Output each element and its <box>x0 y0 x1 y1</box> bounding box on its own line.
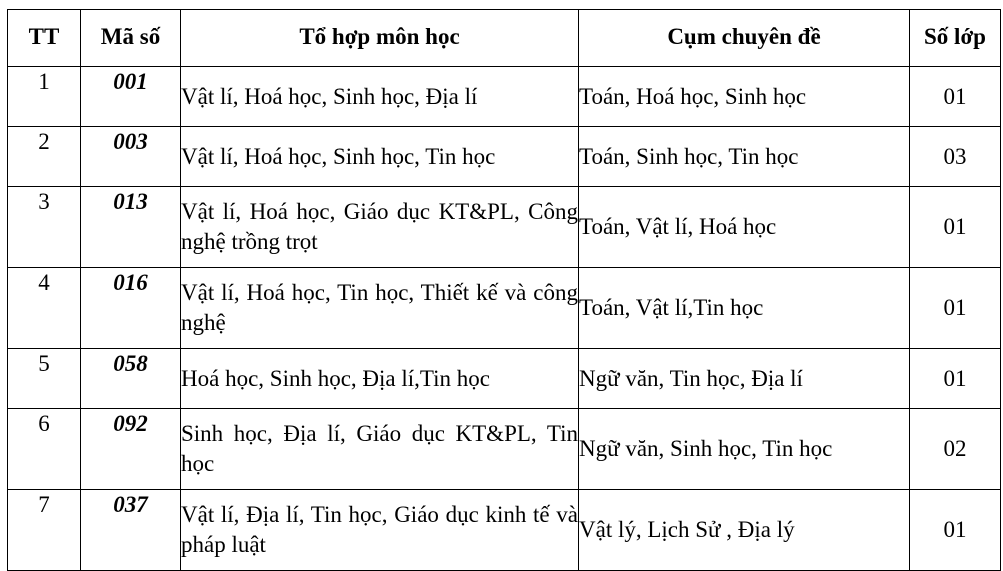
cell-classes: 03 <box>910 127 1001 187</box>
cell-tt: 6 <box>8 409 81 490</box>
header-cluster: Cụm chuyên đề <box>579 10 910 67</box>
cell-classes: 02 <box>910 409 1001 490</box>
subject-combination-table <box>7 9 1001 571</box>
cell-tt: 4 <box>8 268 81 349</box>
cell-cluster: Ngữ văn, Tin học, Địa lí <box>579 349 910 409</box>
cell-code: 013 <box>81 187 181 268</box>
table-row <box>8 127 1001 187</box>
header-combination: Tổ hợp môn học <box>181 10 579 67</box>
table-row <box>8 490 1001 571</box>
cell-cluster: Ngữ văn, Sinh học, Tin học <box>579 409 910 490</box>
cell-code: 092 <box>81 409 181 490</box>
cell-code: 001 <box>81 67 181 127</box>
cell-classes: 01 <box>910 268 1001 349</box>
cell-tt: 3 <box>8 187 81 268</box>
table-row <box>8 409 1001 490</box>
cell-combination: Vật lí, Hoá học, Giáo dục KT&PL, Công nghệ trồng trọt <box>181 187 579 268</box>
table-row <box>8 67 1001 127</box>
cell-cluster: Vật lý, Lịch Sử , Địa lý <box>579 490 910 571</box>
table-header-row <box>8 10 1001 67</box>
cell-classes: 01 <box>910 490 1001 571</box>
cell-code: 003 <box>81 127 181 187</box>
cell-code: 016 <box>81 268 181 349</box>
cell-combination: Vật lí, Hoá học, Sinh học, Tin học <box>181 127 579 187</box>
cell-combination: Vật lí, Hoá học, Tin học, Thiết kế và công nghệ <box>181 268 579 349</box>
cell-combination: Vật lí, Hoá học, Sinh học, Địa lí <box>181 67 579 127</box>
table-row <box>8 187 1001 268</box>
cell-classes: 01 <box>910 187 1001 268</box>
header-code: Mã số <box>81 10 181 67</box>
table-row <box>8 268 1001 349</box>
cell-classes: 01 <box>910 349 1001 409</box>
cell-combination: Vật lí, Địa lí, Tin học, Giáo dục kinh tế và pháp luật <box>181 490 579 571</box>
header-tt: TT <box>8 10 81 67</box>
cell-combination: Sinh học, Địa lí, Giáo dục KT&PL, Tin học <box>181 409 579 490</box>
cell-combination: Hoá học, Sinh học, Địa lí,Tin học <box>181 349 579 409</box>
cell-cluster: Toán, Sinh học, Tin học <box>579 127 910 187</box>
cell-tt: 1 <box>8 67 81 127</box>
cell-code: 058 <box>81 349 181 409</box>
cell-tt: 2 <box>8 127 81 187</box>
cell-code: 037 <box>81 490 181 571</box>
header-classes: Số lớp <box>910 10 1001 67</box>
table-row <box>8 349 1001 409</box>
cell-tt: 5 <box>8 349 81 409</box>
cell-cluster: Toán, Hoá học, Sinh học <box>579 67 910 127</box>
cell-classes: 01 <box>910 67 1001 127</box>
cell-tt: 7 <box>8 490 81 571</box>
cell-cluster: Toán, Vật lí,Tin học <box>579 268 910 349</box>
cell-cluster: Toán, Vật lí, Hoá học <box>579 187 910 268</box>
